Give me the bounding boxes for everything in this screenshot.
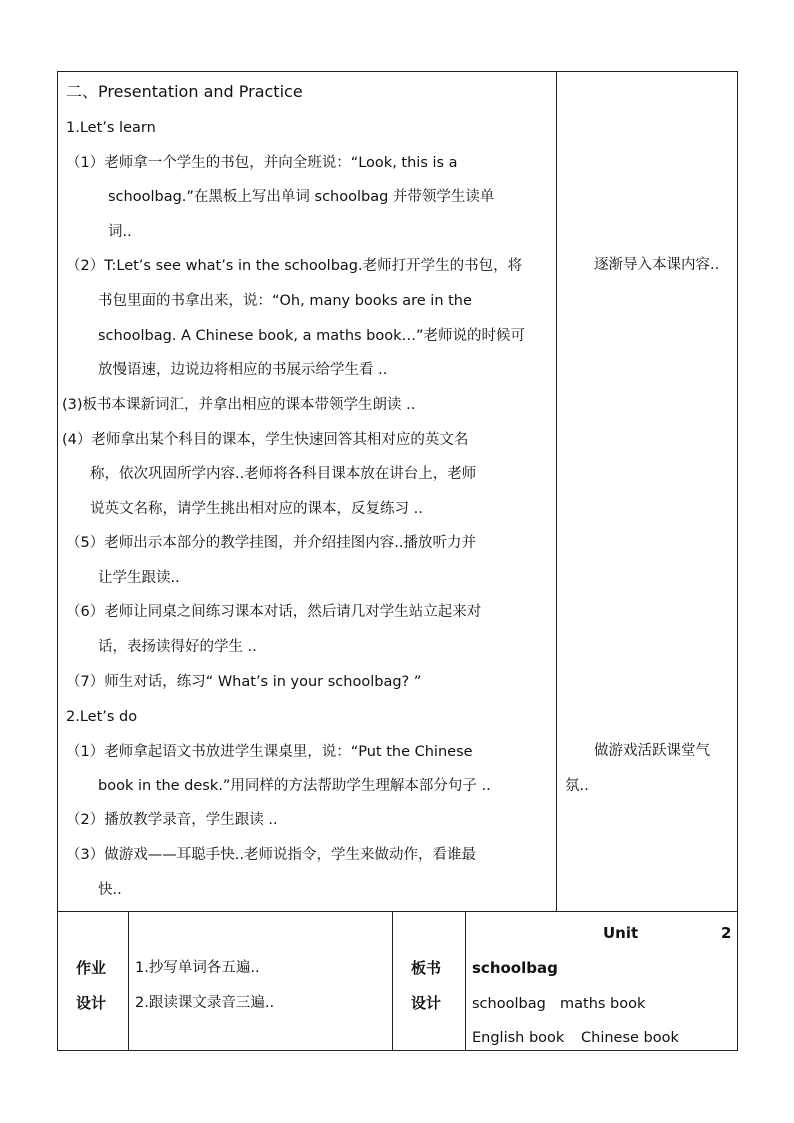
board-word: schoolbag xyxy=(472,996,546,1012)
homework-label: 设计 xyxy=(76,994,107,1012)
board-label: 板书 xyxy=(411,959,442,977)
content-line: （6）老师让同桌之间练习课本对话，然后请几对学生站立起来对 xyxy=(66,604,482,620)
column-divider xyxy=(556,71,557,911)
content-line: （5）老师出示本部分的教学挂图，并介绍挂图内容..播放听力并 xyxy=(66,535,476,551)
section-heading: 二、Presentation and Practice xyxy=(66,82,303,101)
column-divider xyxy=(392,911,393,1051)
design-note: 逐渐导入本课内容.. xyxy=(594,257,720,273)
content-line: 话，表扬读得好的学生 .. xyxy=(98,639,257,655)
content-line: 书包里面的书拿出来，说：“Oh, many books are in the xyxy=(98,293,472,309)
homework-label: 作业 xyxy=(76,959,107,977)
homework-item: 2.跟读课文录音三遍.. xyxy=(135,995,275,1011)
subsection-title: 1.Let’s learn xyxy=(66,120,156,136)
homework-item: 1.抄写单词各五遍.. xyxy=(135,960,260,976)
content-line: schoolbag.”在黑板上写出单词 schoolbag 并带领学生读单 xyxy=(108,189,495,205)
content-line: 称，依次巩固所学内容..老师将各科目课本放在讲台上，老师 xyxy=(90,466,477,482)
content-line: 说英文名称，请学生挑出相对应的课本，反复练习 .. xyxy=(90,501,423,517)
content-line: 放慢语速，边说边将相应的书展示给学生看 .. xyxy=(98,362,388,378)
board-word: maths book xyxy=(560,996,646,1012)
content-line: schoolbag. A Chinese book, a maths book…”老师说的时候可 xyxy=(98,328,526,344)
column-divider xyxy=(465,911,466,1051)
content-line: （3）做游戏——耳聪手快..老师说指令，学生来做动作，看谁最 xyxy=(66,847,476,863)
content-line: （1）老师拿一个学生的书包，并向全班说：“Look, this is a xyxy=(66,155,458,171)
content-line: （2）播放教学录音，学生跟读 .. xyxy=(66,812,278,828)
content-line: （1）老师拿起语文书放进学生课桌里，说：“Put the Chinese xyxy=(66,744,473,760)
content-line: (3)板书本课新词汇，并拿出相应的课本带领学生朗读 .. xyxy=(62,397,416,413)
board-unit-number: 2 xyxy=(721,924,732,942)
board-title: schoolbag xyxy=(472,959,558,977)
board-unit: Unit xyxy=(603,924,639,942)
board-word: Chinese book xyxy=(581,1030,679,1046)
design-note: 做游戏活跃课堂气氛.. xyxy=(565,743,710,794)
content-line: 快.. xyxy=(98,882,122,898)
content-line: 让学生跟读.. xyxy=(98,570,180,586)
content-line: (4）老师拿出某个科目的课本，学生快速回答其相对应的英文名 xyxy=(62,432,469,448)
lesson-table xyxy=(57,71,738,1051)
row-divider xyxy=(57,911,738,912)
content-line: （7）师生对话，练习“ What’s in your schoolbag? ” xyxy=(66,674,422,690)
content-line: book in the desk.”用同样的方法帮助学生理解本部分句子 .. xyxy=(98,778,491,794)
board-word: English book xyxy=(472,1030,565,1046)
subsection-title: 2.Let’s do xyxy=(66,709,138,725)
board-label: 设计 xyxy=(411,994,442,1012)
content-line: （2）T:Let’s see what’s in the schoolbag.老师打开学生的书包，将 xyxy=(66,258,523,274)
column-divider xyxy=(128,911,129,1051)
content-line: 词.. xyxy=(108,224,132,240)
